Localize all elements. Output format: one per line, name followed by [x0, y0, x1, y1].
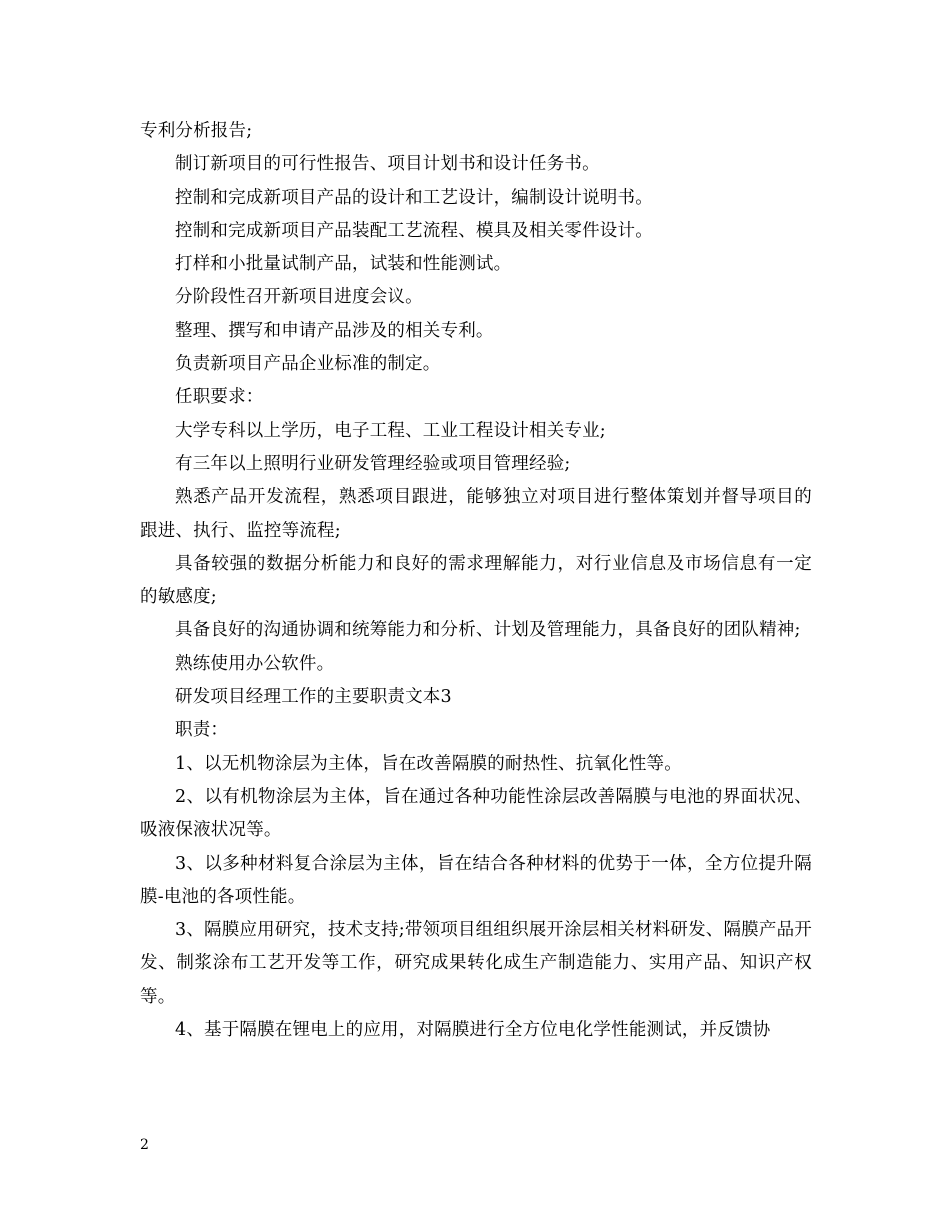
- paragraph: 熟悉产品开发流程，熟悉项目跟进，能够独立对项目进行整体策划并督导项目的跟进、执行、监控等流程;: [140, 487, 812, 541]
- paragraph: 分阶段性召开新项目进度会议。: [175, 287, 423, 308]
- page-number: 2: [140, 1137, 149, 1153]
- paragraph: 大学专科以上学历，电子工程、工业工程设计相关专业;: [175, 420, 606, 441]
- paragraph: 4、基于隔膜在锂电上的应用，对隔膜进行全方位电化学性能测试，并反馈协: [175, 1020, 771, 1041]
- paragraph: 制订新项目的可行性报告、项目计划书和设计任务书。: [175, 154, 600, 175]
- paragraph: 整理、撰写和申请产品涉及的相关专利。: [175, 320, 494, 341]
- paragraph: 3、以多种材料复合涂层为主体，旨在结合各种材料的优势于一体，全方位提升隔膜-电池的各项性能。: [140, 853, 812, 907]
- paragraph: 负责新项目产品企业标准的制定。: [175, 354, 441, 375]
- paragraph: 有三年以上照明行业研发管理经验或项目管理经验;: [175, 453, 571, 474]
- paragraph: 专利分析报告;: [140, 121, 253, 141]
- paragraph: 打样和小批量试制产品，试装和性能测试。: [175, 254, 512, 275]
- paragraph: 1、以无机物涂层为主体，旨在改善隔膜的耐热性、抗氧化性等。: [175, 753, 682, 774]
- paragraph: 控制和完成新项目产品的设计和工艺设计，编制设计说明书。: [175, 187, 653, 208]
- paragraph: 3、隔膜应用研究，技术支持;带领项目组组织展开涂层相关材料研发、隔膜产品开发、制浆涂布工艺开发等工作，研究成果转化成生产制造能力、实用产品、知识产权等。: [140, 920, 812, 1007]
- section-heading: 职责：: [175, 720, 229, 741]
- document-body: [140, 115, 812, 1047]
- paragraph: 具备良好的沟通协调和统筹能力和分析、计划及管理能力，具备良好的团队精神;: [175, 620, 801, 641]
- paragraph: 熟练使用办公软件。: [175, 653, 335, 674]
- paragraph: 2、以有机物涂层为主体，旨在通过各种功能性涂层改善隔膜与电池的界面状况、吸液保液状况等。: [140, 786, 812, 841]
- paragraph: 控制和完成新项目产品装配工艺流程、模具及相关零件设计。: [175, 220, 653, 241]
- paragraph: 具备较强的数据分析能力和良好的需求理解能力，对行业信息及市场信息有一定的敏感度;: [140, 553, 812, 608]
- section-heading: 研发项目经理工作的主要职责文本3: [175, 687, 452, 708]
- section-heading: 任职要求：: [175, 387, 264, 408]
